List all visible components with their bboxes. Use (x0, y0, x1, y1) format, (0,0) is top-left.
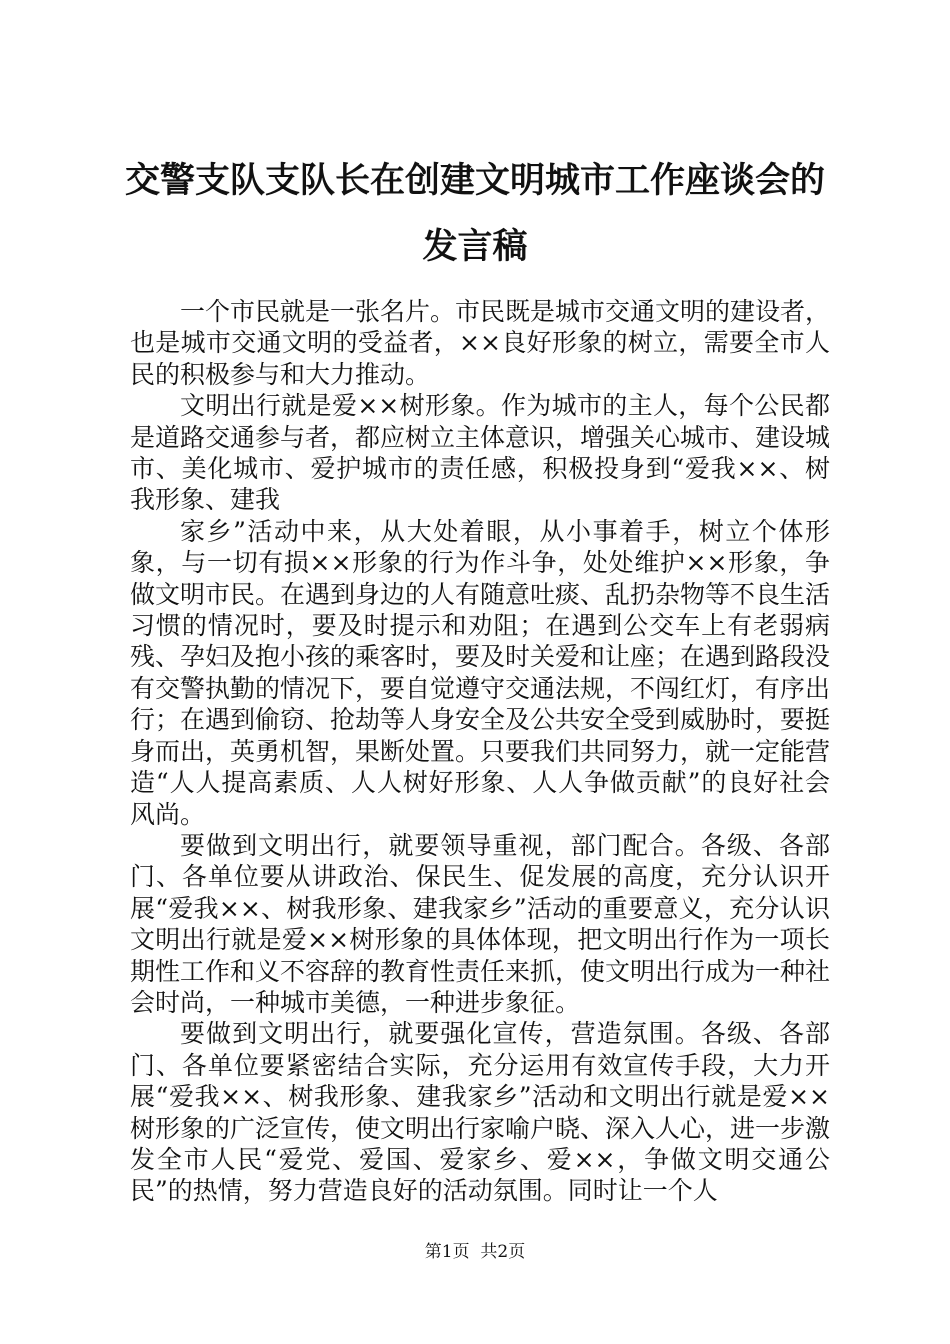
paragraph-4: 要做到文明出行，就要领导重视，部门配合。各级、各部门、各单位要从讲政治、保民生、促发展的高度，充分认识开展“爱我××、树我形象、建我家乡”活动的重要意义，充分认识文明出行就是爱××树形象的具体体现，把文明出行作为一项长期性工作和义不容辞的教育性责任来抓，使文明出行成为一种社会时尚，一种城市美德，一种进步象征。 (130, 830, 831, 1017)
paragraph-2: 文明出行就是爱××树形象。作为城市的主人，每个公民都是道路交通参与者，都应树立主体意识，增强关心城市、建设城市、美化城市、爱护城市的责任感，积极投身到“爱我××、树我形象、建我 (130, 391, 831, 515)
page-number: 第1页 (424, 1242, 470, 1262)
paragraph-3: 家乡”活动中来，从大处着眼，从小事着手，树立个体形象，与一切有损××形象的行为作斗争，处处维护××形象，争做文明市民。在遇到身边的人有随意吐痰、乱扔杂物等不良生活习惯的情况时，要及时提示和劝阻；在遇到公交车上有老弱病残、孕妇及抱小孩的乘客时，要及时关爱和让座；在遇到路段没有交警执勤的情况下，要自觉遵守交通法规，不闯红灯，有序出行；在遇到偷窃、抢劫等人身安全及公共安全受到威胁时，要挺身而出，英勇机智，果断处置。只要我们共同努力，就一定能营造“人人提高素质、人人树好形象、人人争做贡献”的良好社会风尚。 (130, 516, 831, 829)
paragraph-1: 一个市民就是一张名片。市民既是城市交通文明的建设者，也是城市交通文明的受益者，××良好形象的树立，需要全市人民的积极参与和大力推动。 (130, 297, 831, 389)
document-body (130, 296, 830, 1207)
paragraph-5: 要做到文明出行，就要强化宣传，营造氛围。各级、各部门、各单位要紧密结合实际，充分运用有效宣传手段，大力开展“爱我××、树我形象、建我家乡”活动和文明出行就是爱××树形象的广泛宣传，使文明出行家喻户晓、深入人心，进一步激发全市人民“爱党、爱国、爱家乡、爱××，争做文明交通公民”的热情，努力营造良好的活动氛围。同时让一个人 (130, 1019, 831, 1206)
page-total: 共2页 (480, 1242, 526, 1262)
page-footer (0, 1240, 950, 1264)
document-title: 交警支队支队长在创建文明城市工作座谈会的发言稿 (124, 161, 825, 267)
